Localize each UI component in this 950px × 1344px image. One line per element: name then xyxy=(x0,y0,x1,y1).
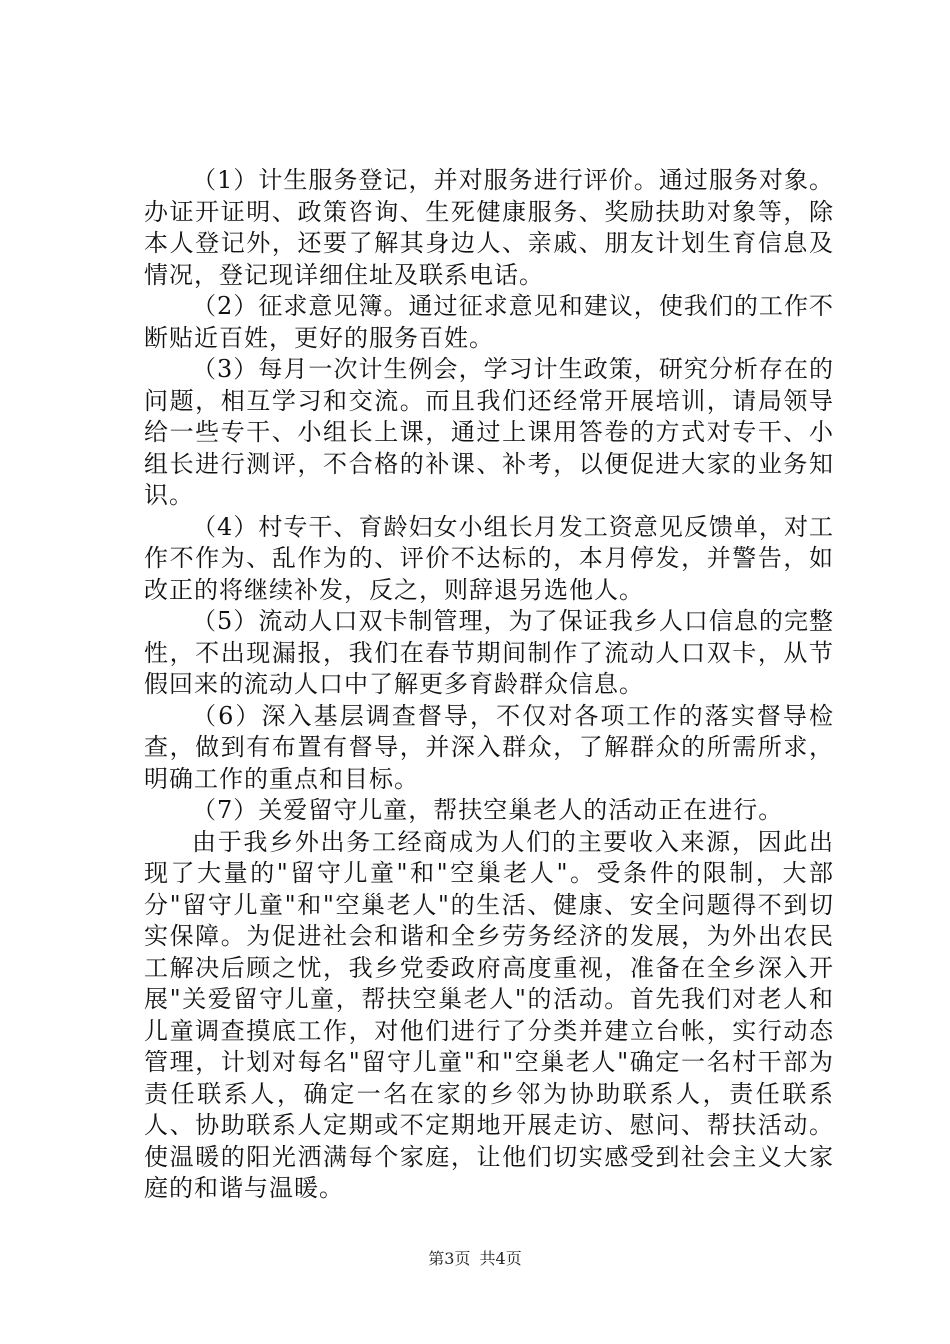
paragraph-8: 由于我乡外出务工经商成为人们的主要收入来源，因此出现了大量的"留守儿童"和"空巢老人"。受条件的限制，大部分"留守儿童"和"空巢老人"的生活、健康、安全问题得不到切实保障。为促进社会和谐和全乡劳务经济的发展，为外出农民工解决后顾之忧，我乡党委政府高度重视，准备在全乡深入开展"关爱留守儿童，帮扶空巢老人"的活动。首先我们对老人和儿童调查摸底工作，对他们进行了分类并建立台帐，实行动态管理，计划对每名"留守儿童"和"空巢老人"确定一名村干部为责任联系人，确定一名在家的乡邻为协助联系人，责任联系人、协助联系人定期或不定期地开展走访、慰问、帮扶活动。使温暖的阳光洒满每个家庭，让他们切实感受到社会主义大家庭的和谐与温暖。 xyxy=(144,827,834,1202)
paragraph-6: （6）深入基层调查督导，不仅对各项工作的落实督导检查，做到有布置有督导，并深入群众，了解群众的所需所求，明确工作的重点和目标。 xyxy=(144,701,834,793)
page-number: 第3页 xyxy=(428,1249,471,1268)
page-footer xyxy=(0,1246,950,1269)
document-body xyxy=(144,165,834,1205)
paragraph-7: （7）关爱留守儿童，帮扶空巢老人的活动正在进行。 xyxy=(192,796,784,824)
paragraph-4: （4）村专干、育龄妇女小组长月发工资意见反馈单，对工作不作为、乱作为的、评价不达标的，本月停发，并警告，如改正的将继续补发，反之，则辞退另选他人。 xyxy=(144,512,834,604)
paragraph-3: （3）每月一次计生例会，学习计生政策，研究分析存在的问题，相互学习和交流。而且我们还经常开展培训，请局领导给一些专干、小组长上课，通过上课用答卷的方式对专干、小组长进行测评，不合格的补课、补考，以便促进大家的业务知识。 xyxy=(144,355,834,509)
paragraph-5: （5）流动人口双卡制管理，为了保证我乡人口信息的完整性，不出现漏报，我们在春节期间制作了流动人口双卡，从节假回来的流动人口中了解更多育龄群众信息。 xyxy=(144,607,834,698)
page-total: 共4页 xyxy=(479,1249,522,1268)
paragraph-2: （2）征求意见簿。通过征求意见和建议，使我们的工作不断贴近百姓，更好的服务百姓。 xyxy=(144,292,834,352)
paragraph-1: （1）计生服务登记，并对服务进行评价。通过服务对象。办证开证明、政策咨询、生死健康服务、奖励扶助对象等，除本人登记外，还要了解其身边人、亲戚、朋友计划生育信息及情况，登记现详细住址及联系电话。 xyxy=(144,166,834,289)
